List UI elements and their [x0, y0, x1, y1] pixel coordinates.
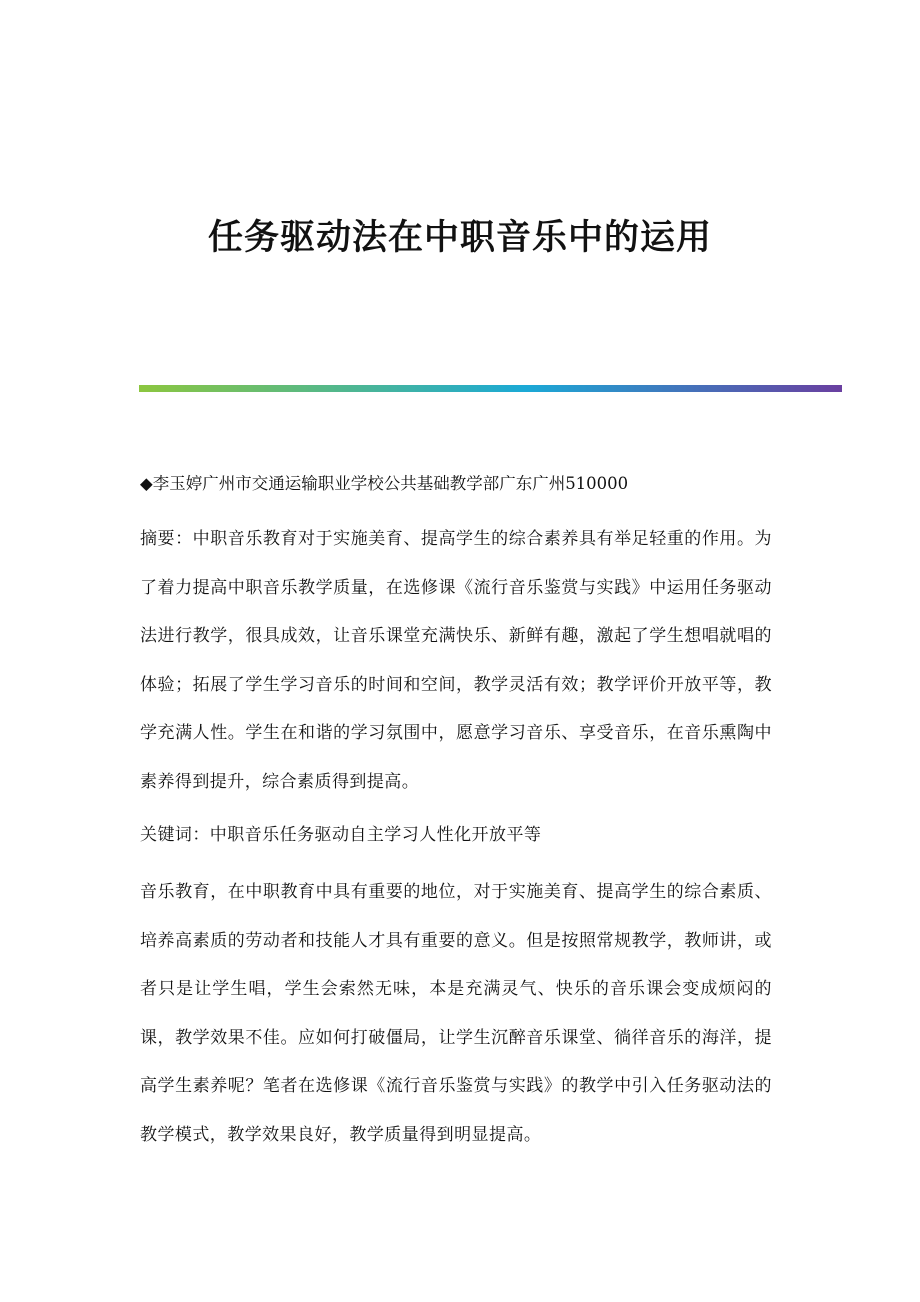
abstract-paragraph: 摘要：中职音乐教育对于实施美育、提高学生的综合素养具有举足轻重的作用。为了着力提高中职音乐教学质量，在选修课《流行音乐鉴赏与实践》中运用任务驱动法进行教学，很具成效，让音乐课堂充满快乐、新鲜有趣，激起了学生想唱就唱的体验；拓展了学生学习音乐的时间和空间，教学灵活有效；教学评价开放平等，教学充满人性。学生在和谐的学习氛围中，愿意学习音乐、享受音乐，在音乐熏陶中素养得到提升，综合素质得到提高。 — [140, 529, 772, 792]
title-divider-bar — [139, 385, 842, 392]
author-affiliation: ◆李玉婷广州市交通运输职业学校公共基础教学部广东广州510000 — [140, 474, 629, 493]
document-title: 任务驱动法在中职音乐中的运用 — [207, 218, 712, 258]
divider-gradient-rect — [139, 385, 842, 392]
intro-paragraph: 音乐教育，在中职教育中具有重要的地位，对于实施美育、提高学生的综合素质、培养高素质的劳动者和技能人才具有重要的意义。但是按照常规教学，教师讲，或者只是让学生唱，学生会索然无味，本是充满灵气、快乐的音乐课会变成烦闷的课，教学效果不佳。应如何打破僵局，让学生沉醉音乐课堂、徜徉音乐的海洋，提高学生素养呢？笔者在选修课《流行音乐鉴赏与实践》的教学中引入任务驱动法的教学模式，教学效果良好，教学质量得到明显提高。 — [140, 882, 772, 1145]
keywords-line: 关键词：中职音乐任务驱动自主学习人性化开放平等 — [140, 825, 542, 845]
